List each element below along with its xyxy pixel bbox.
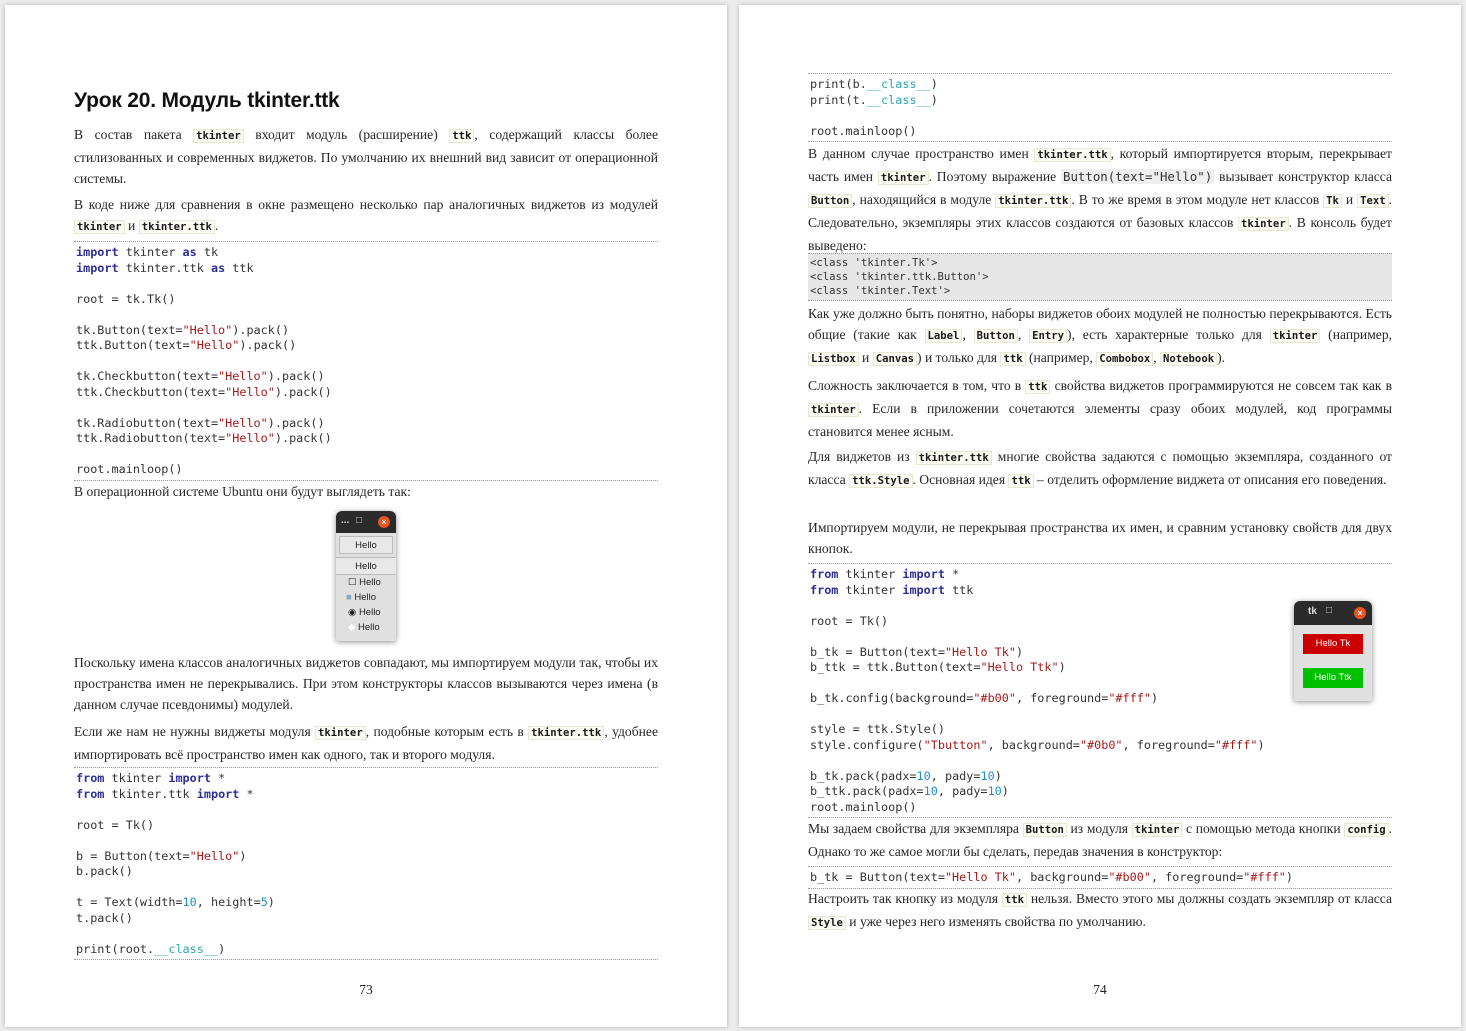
inline-code: Entry xyxy=(1029,329,1067,343)
code-line xyxy=(810,784,1390,800)
code-line xyxy=(76,307,656,323)
text-run: ) xyxy=(1285,870,1294,884)
hello-ttk-button: Hello Ttk xyxy=(1303,668,1363,688)
text-run: ), есть характерные только для xyxy=(1067,327,1270,342)
text-run: В коде ниже для сравнения в окне размещено несколько пар аналогичных виджетов из модулей xyxy=(74,197,658,212)
text-run: ) xyxy=(1257,737,1265,752)
inline-code: ttk xyxy=(1002,893,1027,907)
inline-code: Button xyxy=(974,329,1018,343)
text-run: ttk.Button(text= xyxy=(76,338,190,352)
text-run: нельзя. Вместо этого мы должны создать экземпляр от класса xyxy=(1027,891,1393,906)
code-token: __class__ xyxy=(154,941,219,956)
text-run: tkinter.ttk xyxy=(104,786,197,801)
text-run: и xyxy=(858,350,873,365)
code-token: "Hello" xyxy=(218,415,268,430)
inline-code: tkinter xyxy=(878,171,929,185)
text-run: ).pack() xyxy=(267,415,325,430)
text-run: tk.Radiobutton(text= xyxy=(76,415,219,430)
text-run: . Основная идея xyxy=(912,472,1009,487)
page-number: 74 xyxy=(1093,982,1107,997)
code-block xyxy=(74,767,658,960)
text-run: . Если в приложении сочетаются элементы сразу обоих модулей, код программы становится менее ясным. xyxy=(808,401,1392,439)
text-run: , pady= xyxy=(937,784,988,798)
text-run: . xyxy=(214,218,219,233)
code-token: "#b00" xyxy=(973,691,1016,705)
text-run: , pady= xyxy=(930,768,981,783)
text-run: ) xyxy=(1058,660,1066,674)
text-run: свойства виджетов программируются не совсем так как в xyxy=(1050,378,1392,393)
text-run: , background= xyxy=(987,737,1080,752)
text-run: Если же нам не нужны виджеты модуля xyxy=(74,724,316,739)
text-run: b.pack() xyxy=(76,864,133,878)
code-token: "Hello" xyxy=(189,338,240,352)
text-run: tkinter xyxy=(118,245,183,259)
text-run: ). xyxy=(1217,350,1226,365)
text-run: и xyxy=(1341,192,1358,207)
code-token: __class__ xyxy=(866,92,931,107)
inline-code: Canvas xyxy=(873,352,917,366)
code-line xyxy=(810,77,1390,93)
text-run: многие свойства задаются с помощью экземпляра, созданного от класса xyxy=(808,449,1392,487)
inline-code: Listbox xyxy=(808,352,859,366)
inline-code: Button(text="Hello") xyxy=(1062,169,1213,184)
code-token: "Hello" xyxy=(189,848,240,863)
hello-tk-button: Hello Tk xyxy=(1303,634,1363,654)
inline-code: ttk.Style xyxy=(849,474,912,488)
code-token: 10 xyxy=(923,784,938,798)
ttk-radiobutton: ◆ Hello xyxy=(348,622,380,633)
ubuntu-window-screenshot xyxy=(336,511,396,641)
text-run: <class 'tkinter.Tk'> xyxy=(810,257,938,269)
inline-code: tkinter xyxy=(1132,823,1183,837)
code-block xyxy=(808,866,1392,889)
code-line xyxy=(76,431,656,447)
inline-code: Button xyxy=(808,194,852,208)
code-line xyxy=(810,769,1390,785)
text-run: , находящийся в модуле xyxy=(852,192,996,207)
code-line xyxy=(76,787,656,803)
ttk-button: Hello xyxy=(336,557,396,575)
ttk-checkbutton: ■ Hello xyxy=(346,592,377,603)
code-line xyxy=(76,880,656,896)
inline-code: ttk xyxy=(1008,474,1033,488)
text-run: , height= xyxy=(196,895,261,909)
paragraph xyxy=(808,517,1392,559)
text-run: root = Tk() xyxy=(810,613,889,628)
text-run: В состав пакета xyxy=(74,127,194,142)
code-token: import xyxy=(76,260,119,275)
code-line xyxy=(810,284,1390,298)
text-run: ) и только для xyxy=(917,350,1001,365)
code-token: "Hello Tk" xyxy=(944,644,1016,659)
code-token: 10 xyxy=(980,768,995,783)
text-run: b_ttk = ttk.Button(text= xyxy=(810,660,981,674)
text-run: b_tk = Button(text= xyxy=(810,870,945,884)
code-line xyxy=(810,738,1390,754)
code-line xyxy=(76,942,656,958)
text-run: (например, xyxy=(1025,350,1097,365)
tk-button: Hello xyxy=(339,536,393,554)
code-line xyxy=(76,369,656,385)
code-token: "Hello Ttk" xyxy=(980,660,1059,674)
code-line xyxy=(76,292,656,308)
text-run: * xyxy=(210,771,226,785)
text-run: ).pack() xyxy=(274,384,332,399)
inline-code: ttk xyxy=(1025,380,1050,394)
code-token: __class__ xyxy=(866,77,931,91)
code-line xyxy=(810,753,1390,769)
text-run: ttk.Radiobutton(text= xyxy=(76,431,226,445)
paragraph xyxy=(74,721,658,765)
text-run: ) xyxy=(930,77,938,91)
code-token: "#0b0" xyxy=(1079,737,1123,752)
text-run: b_tk.pack(padx= xyxy=(810,768,917,783)
close-icon: × xyxy=(1354,607,1366,619)
text-run: tkinter xyxy=(838,567,903,581)
styled-buttons-window-screenshot xyxy=(1294,601,1372,701)
code-token: from xyxy=(76,771,105,785)
code-line xyxy=(76,911,656,927)
text-run: , background= xyxy=(1015,870,1109,884)
code-token: 10 xyxy=(916,768,931,783)
code-line xyxy=(810,870,1390,886)
text-run: * xyxy=(239,786,254,801)
text-run: – отделить оформление виджета от описания его поведения. xyxy=(1033,472,1387,487)
text-run: root = tk.Tk() xyxy=(76,291,176,306)
paragraph xyxy=(808,818,1392,862)
code-token: 5 xyxy=(260,895,268,909)
text-run: входит модуль (расширение) xyxy=(243,127,450,142)
text-run: Импортируем модули, не перекрывая пространства их имен, и сравним установку свойств для двух кнопок. xyxy=(808,520,1392,556)
inline-code: tkinter xyxy=(74,220,125,234)
paragraph xyxy=(74,481,658,502)
code-token: 10 xyxy=(182,895,197,909)
text-run: style.configure( xyxy=(810,737,924,752)
code-line xyxy=(76,849,656,865)
paragraph xyxy=(74,652,658,715)
text-run: Мы задаем свойства для экземпляра xyxy=(808,821,1023,836)
text-run: t = Text(width= xyxy=(76,895,183,909)
code-token: "Hello" xyxy=(225,384,275,399)
code-line xyxy=(810,800,1390,816)
text-run: <class 'tkinter.ttk.Button'> xyxy=(810,271,989,283)
code-line xyxy=(76,771,656,787)
text-run: ) xyxy=(1015,644,1024,659)
code-line xyxy=(76,447,656,463)
text-run: , xyxy=(1017,327,1030,342)
text-run: Как уже должно быть понятно, наборы виджетов обоих модулей не полностью перекрываются. Есть общие (такие как xyxy=(808,306,1392,342)
code-token: as xyxy=(210,260,226,275)
code-line xyxy=(76,261,656,277)
text-run: ttk.Checkbutton(text= xyxy=(76,384,226,399)
text-run: Для виджетов из xyxy=(808,449,916,464)
text-run: . В консоль будет выведено: xyxy=(808,215,1393,253)
code-token: import xyxy=(196,786,240,801)
code-token: from xyxy=(76,786,105,801)
code-line xyxy=(76,462,656,478)
inline-code: ttk xyxy=(449,129,474,143)
text-run: b_tk = Button(text= xyxy=(810,644,945,659)
text-run: root = Tk() xyxy=(76,817,155,832)
code-line xyxy=(810,124,1390,140)
code-block xyxy=(74,241,658,481)
text-run: b_ttk.pack(padx= xyxy=(810,784,924,798)
paragraph xyxy=(808,375,1392,442)
text-run: ) xyxy=(1001,784,1009,798)
inline-code: Style xyxy=(808,916,846,930)
text-run: tkinter xyxy=(838,582,903,597)
code-line xyxy=(76,400,656,416)
code-token: import xyxy=(76,245,119,259)
text-run: print(t. xyxy=(810,92,867,107)
inline-code: tkinter.ttk xyxy=(528,726,604,740)
text-run: ).pack() xyxy=(239,338,297,352)
inline-code: tkinter xyxy=(315,726,366,740)
code-token: "Hello" xyxy=(218,369,268,383)
inline-code: Tk xyxy=(1323,194,1342,208)
code-line xyxy=(810,256,1390,270)
inline-code: tkinter xyxy=(808,403,859,417)
close-icon: × xyxy=(378,516,390,528)
text-run: . Следовательно, экземпляры этих классов создаются от базовых классов xyxy=(808,192,1392,230)
inline-code: tkinter.ttk xyxy=(916,451,992,465)
paragraph xyxy=(808,446,1392,492)
text-run: style = ttk.Style() xyxy=(810,722,945,736)
text-run: В данном случае пространство имен xyxy=(808,146,1035,161)
code-line xyxy=(810,722,1390,738)
text-run: , подобные которым есть в xyxy=(365,724,529,739)
text-run: Поскольку имена классов аналогичных виджетов совпадают, мы импортируем модули так, чтобы их пространства имен не перекрывались. При этом конструкторы классов вызываются через имена (в данном случае псевдонимы) модулей. xyxy=(74,655,658,712)
code-block xyxy=(808,73,1392,142)
code-line xyxy=(76,323,656,339)
inline-code: Text xyxy=(1357,194,1389,208)
text-run: , foreground= xyxy=(1015,691,1109,705)
code-token: as xyxy=(182,245,197,259)
text-run: b_tk.config(background= xyxy=(810,691,974,705)
code-token: 10 xyxy=(987,784,1002,798)
code-token: "#b00" xyxy=(1108,870,1151,884)
window-titlebar xyxy=(336,511,396,533)
text-run: , xyxy=(1153,350,1161,365)
code-token: "Hello" xyxy=(225,431,275,445)
text-run: ) xyxy=(994,768,1002,783)
code-token: import xyxy=(168,771,211,785)
text-run: Сложность заключается в том, что в xyxy=(808,378,1026,393)
console-output xyxy=(808,253,1392,301)
inline-code: tkinter.ttk xyxy=(995,194,1071,208)
code-line xyxy=(810,108,1390,124)
window-titlebar xyxy=(1294,601,1372,625)
text-run: ) xyxy=(239,848,247,863)
maximize-icon: □ xyxy=(1326,605,1333,616)
text-run: и xyxy=(124,218,139,233)
text-run: , foreground= xyxy=(1122,737,1215,752)
tk-checkbutton: ☐ Hello xyxy=(348,577,381,588)
inline-code: config xyxy=(1344,823,1388,837)
code-token: import xyxy=(902,582,945,597)
code-line xyxy=(810,707,1390,723)
paragraph xyxy=(74,124,658,189)
inline-code: tkinter xyxy=(1238,217,1289,231)
menu-dots-icon: ... xyxy=(341,515,350,526)
text-run: ).pack() xyxy=(232,322,290,337)
code-line xyxy=(76,926,656,942)
code-line xyxy=(76,338,656,354)
text-run: . В то же время в этом модуле нет классов xyxy=(1071,192,1324,207)
code-token: "Hello Tk" xyxy=(944,870,1016,884)
code-line xyxy=(810,270,1390,284)
code-line xyxy=(76,833,656,849)
text-run: tkinter xyxy=(104,771,169,785)
code-line xyxy=(76,416,656,432)
text-run: tkinter.ttk xyxy=(118,260,211,275)
paragraph xyxy=(808,303,1392,370)
code-line xyxy=(76,895,656,911)
inline-code: Combobox xyxy=(1096,352,1153,366)
paragraph xyxy=(74,194,658,238)
text-run: root.mainloop() xyxy=(76,462,183,476)
text-run: Настроить так кнопку из модуля xyxy=(808,891,1002,906)
text-run: ttk xyxy=(944,582,974,597)
code-line xyxy=(76,354,656,370)
inline-code: Button xyxy=(1023,823,1067,837)
text-run: и уже через него изменять свойства по умолчанию. xyxy=(845,914,1146,929)
inline-code: ttk xyxy=(1000,352,1025,366)
text-run: print(b. xyxy=(810,77,867,91)
text-run: tk xyxy=(196,245,219,259)
text-run: , содержащий классы более стилизованных и современных виджетов. По умолчанию их внешний вид зависит от операционной системы. xyxy=(74,127,658,186)
code-token: "#fff" xyxy=(1214,737,1258,752)
text-run: . Поэтому выражение xyxy=(928,169,1061,184)
tk-radiobutton: ◉ Hello xyxy=(348,607,381,618)
code-token: "#fff" xyxy=(1243,870,1286,884)
text-run: ) xyxy=(1150,691,1159,705)
paragraph xyxy=(808,143,1392,256)
code-line xyxy=(810,567,1390,583)
text-run: ) xyxy=(267,895,275,909)
inline-code: tkinter xyxy=(193,129,244,143)
lesson-title: Урок 20. Модуль tkinter.ttk xyxy=(74,89,340,112)
text-run: ).pack() xyxy=(267,369,325,383)
text-run: В операционной системе Ubuntu они будут выглядеть так: xyxy=(74,484,411,499)
inline-code: tkinter xyxy=(1270,329,1321,343)
text-run: <class 'tkinter.Text'> xyxy=(810,285,951,297)
code-line xyxy=(76,245,656,261)
code-line xyxy=(810,583,1390,599)
inline-code: tkinter.ttk xyxy=(1034,148,1110,162)
code-line xyxy=(76,864,656,880)
text-run: , удобнее импортировать всё пространство имен как одного, так и второго модуля. xyxy=(74,724,658,762)
page-74 xyxy=(739,5,1461,1027)
text-run: . Однако то же самое могли бы сделать, передав значения в конструктор: xyxy=(808,821,1392,859)
code-token: import xyxy=(902,567,945,581)
page-number: 73 xyxy=(359,982,373,997)
text-run: , xyxy=(962,327,974,342)
text-run: из модуля xyxy=(1066,821,1132,836)
code-token: from xyxy=(810,582,839,597)
text-run: вызывает конструктор класса xyxy=(1214,169,1392,184)
code-line xyxy=(76,802,656,818)
text-run: (например, xyxy=(1320,327,1393,342)
text-run: tk.Button(text= xyxy=(76,322,183,337)
code-token: "Hello" xyxy=(182,322,233,337)
text-run: root.mainloop() xyxy=(810,799,917,814)
code-line xyxy=(810,93,1390,109)
text-run: ) xyxy=(930,92,938,107)
inline-code: tkinter.ttk xyxy=(139,220,215,234)
code-token: "Tbutton" xyxy=(923,737,988,752)
maximize-icon: □ xyxy=(356,515,363,526)
text-run: ).pack() xyxy=(274,431,332,445)
code-token: from xyxy=(810,567,839,581)
text-run: t.pack() xyxy=(76,910,133,925)
text-run: tk.Checkbutton(text= xyxy=(76,369,219,383)
text-run: ) xyxy=(218,941,226,956)
code-line xyxy=(76,385,656,401)
text-run: , который импортируется вторым, перекрывает часть имен xyxy=(808,146,1392,184)
code-line xyxy=(76,818,656,834)
code-line xyxy=(76,276,656,292)
window-title: tk xyxy=(1308,606,1317,617)
inline-code: Label xyxy=(925,329,963,343)
inline-code: Notebook xyxy=(1160,352,1217,366)
text-run: * xyxy=(944,567,960,581)
page-73 xyxy=(5,5,727,1027)
code-token: "#fff" xyxy=(1108,691,1151,705)
text-run: b = Button(text= xyxy=(76,848,190,863)
text-run: root.mainloop() xyxy=(810,123,917,138)
paragraph xyxy=(808,888,1392,934)
text-run: с помощью метода кнопки xyxy=(1182,821,1345,836)
text-run: print(root. xyxy=(76,941,155,956)
text-run: ttk xyxy=(225,260,254,275)
text-run: , foreground= xyxy=(1150,870,1244,884)
